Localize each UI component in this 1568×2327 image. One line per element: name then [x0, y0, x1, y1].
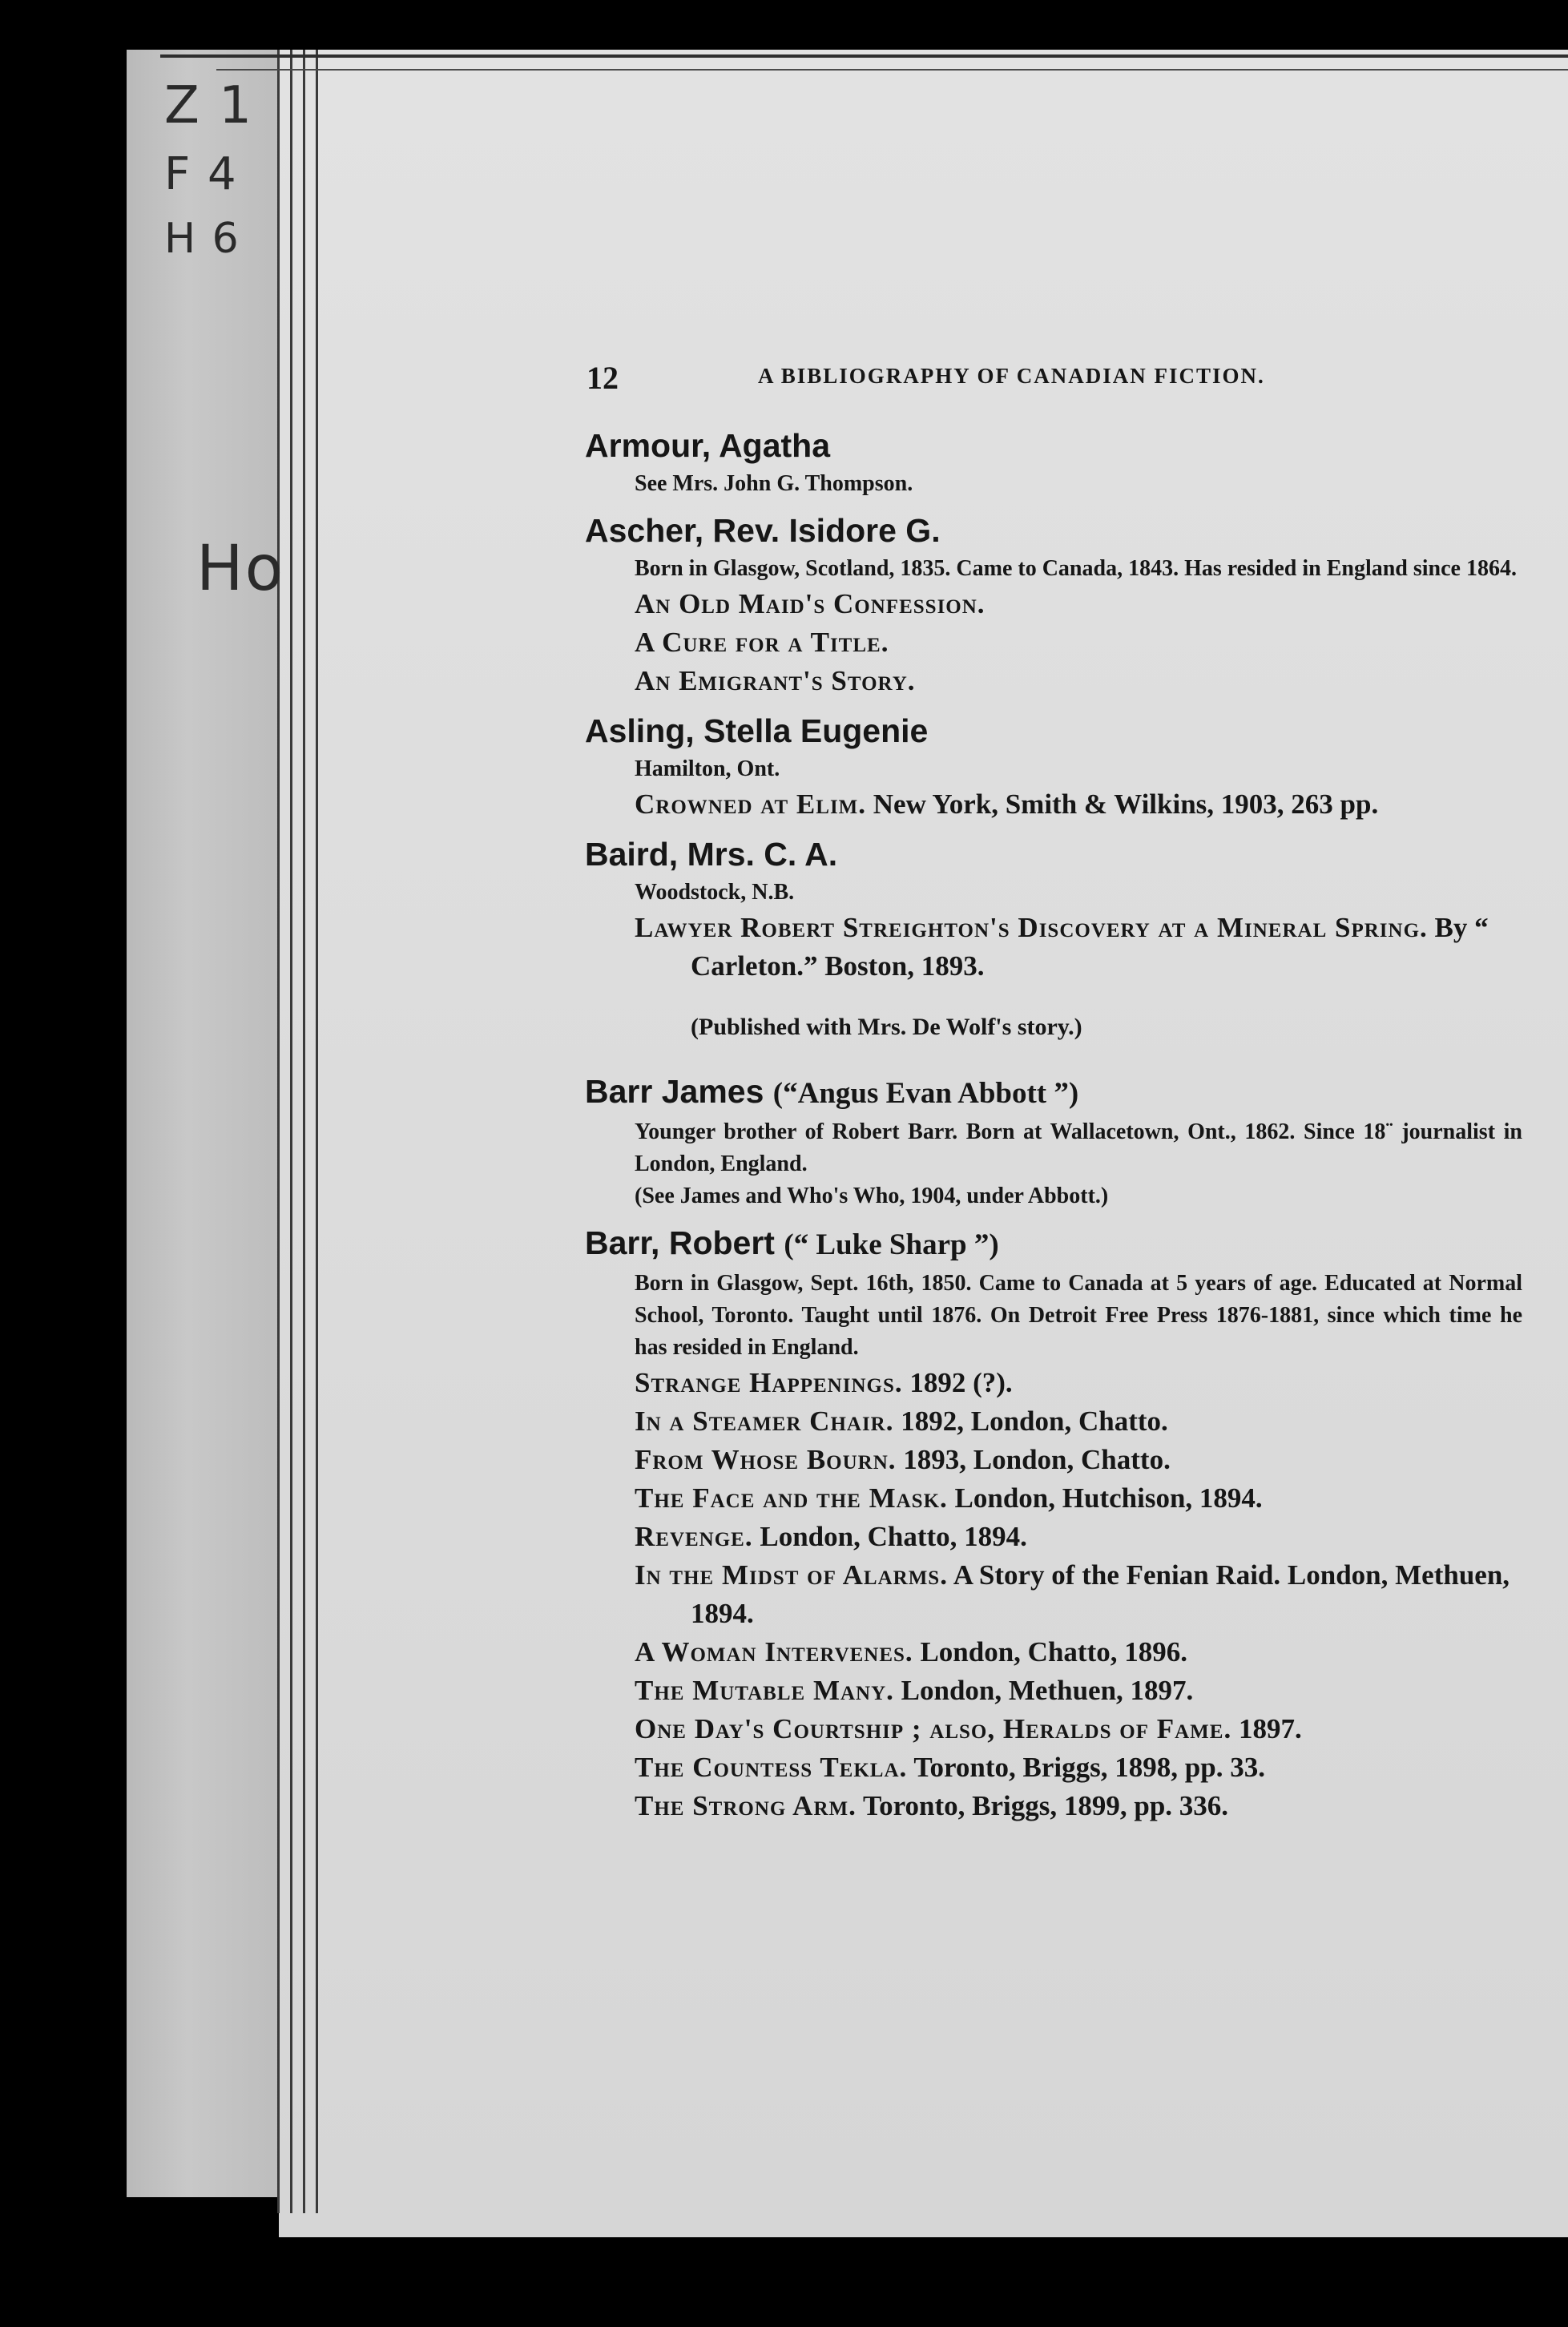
work-entry	[635, 1672, 1522, 1710]
margin-note: Z 1	[164, 76, 253, 135]
author-name: Baird, Mrs. C. A.	[585, 836, 838, 873]
page-edge-line	[316, 50, 318, 2213]
work-entry	[635, 1556, 1522, 1633]
biographical-note: (See James and Who's Who, 1904, under Abbott.)	[635, 1184, 1109, 1208]
author-heading	[585, 1220, 1522, 1268]
work-title: One Day's Courtship ; also, Heralds of Fame.	[635, 1713, 1232, 1744]
work-title: The Mutable Many.	[635, 1675, 894, 1706]
biographical-note: Born in Glasgow, Scotland, 1835. Came to Canada, 1843. Has resided in England since 1864.	[635, 556, 1517, 581]
bibliography-entry	[585, 1220, 1522, 1825]
work-entry	[635, 623, 1522, 662]
page-edge-line	[277, 50, 280, 2213]
biographical-note: Hamilton, Ont.	[635, 756, 780, 781]
work-title: The Countess Tekla.	[635, 1752, 908, 1783]
author-pseudonym: (“Angus Evan Abbott ”)	[772, 1077, 1079, 1110]
margin-note: F 4	[164, 148, 238, 200]
bibliography-entry	[585, 508, 1522, 700]
work-entry	[635, 1441, 1522, 1479]
work-details: 1897.	[1238, 1713, 1302, 1744]
work-title: An Emigrant's Story.	[635, 665, 916, 696]
bibliography-entry	[585, 708, 1522, 824]
author-name: Armour, Agatha	[585, 427, 831, 464]
work-details: By “ Carleton.” Boston, 1893.	[691, 912, 1489, 982]
work-entry	[635, 585, 1522, 623]
author-heading	[585, 508, 1522, 553]
work-details: 1893, London, Chatto.	[903, 1444, 1171, 1475]
work-entry	[635, 1479, 1522, 1518]
author-heading	[585, 423, 1522, 468]
bibliography-entries	[585, 423, 1522, 1833]
author-name: Barr, Robert	[585, 1224, 775, 1261]
top-frame-line	[216, 69, 1568, 71]
work-details: 1892 (?).	[909, 1367, 1013, 1398]
work-title: A Cure for a Title.	[635, 627, 889, 658]
work-entry	[635, 1402, 1522, 1441]
work-entry	[635, 662, 1522, 700]
mounting-board	[127, 50, 279, 2197]
author-name: Asling, Stella Eugenie	[585, 712, 929, 749]
running-title: A BIBLIOGRAPHY OF CANADIAN FICTION.	[758, 364, 1265, 388]
work-title: Revenge.	[635, 1521, 753, 1552]
biographical-note: Younger brother of Robert Barr. Born at Wallacetown, Ont., 1862. Since 18¨ journalist in London, England.	[635, 1119, 1522, 1176]
work-entry	[635, 1787, 1522, 1825]
bibliography-entry	[585, 1069, 1522, 1212]
author-heading	[585, 832, 1522, 877]
author-pseudonym: (“ Luke Sharp ”)	[784, 1228, 999, 1261]
work-entry	[635, 909, 1522, 986]
top-frame-line	[160, 54, 1568, 58]
biographical-note: Woodstock, N.B.	[635, 880, 795, 905]
work-entry	[635, 1710, 1522, 1748]
work-title: In a Steamer Chair.	[635, 1405, 894, 1437]
work-entry	[635, 1364, 1522, 1402]
work-details: London, Methuen, 1897.	[901, 1675, 1194, 1706]
work-title: In the Midst of Alarms.	[635, 1559, 948, 1591]
work-title: Crowned at Elim.	[635, 788, 867, 820]
work-title: Strange Happenings.	[635, 1367, 903, 1398]
bibliography-entry	[585, 423, 1522, 500]
work-title: The Face and the Mask.	[635, 1482, 948, 1514]
work-entry	[635, 785, 1522, 824]
work-details: 1892, London, Chatto.	[901, 1405, 1168, 1437]
work-title: From Whose Bourn.	[635, 1444, 897, 1475]
margin-note: H 6	[164, 215, 240, 263]
work-details: London, Chatto, 1896.	[920, 1636, 1187, 1668]
bibliography-entry	[585, 832, 1522, 1045]
work-details: Toronto, Briggs, 1899, pp. 336.	[862, 1790, 1229, 1821]
author-name: Barr James	[585, 1073, 764, 1110]
margin-note: Ho	[196, 533, 285, 605]
work-title: A Woman Intervenes.	[635, 1636, 913, 1668]
work-details: New York, Smith & Wilkins, 1903, 263 pp.	[873, 788, 1379, 820]
work-details: A Story of the Fenian Raid. London, Methuen, 1894.	[691, 1559, 1510, 1629]
work-entry	[635, 1633, 1522, 1672]
work-title: An Old Maid's Confession.	[635, 588, 986, 619]
work-entry	[635, 1748, 1522, 1787]
page-number: 12	[586, 360, 619, 396]
work-title: Lawyer Robert Streighton's Discovery at a Mineral Spring.	[635, 912, 1428, 943]
author-heading	[585, 1069, 1522, 1116]
author-heading	[585, 708, 1522, 753]
work-title: The Strong Arm.	[635, 1790, 857, 1821]
work-entry	[635, 1518, 1522, 1556]
work-details: London, Hutchison, 1894.	[954, 1482, 1263, 1514]
page-edge-line	[303, 50, 305, 2213]
work-details: Toronto, Briggs, 1898, pp. 33.	[913, 1752, 1265, 1783]
work-note: (Published with Mrs. De Wolf's story.)	[691, 1014, 1082, 1040]
biographical-note: See Mrs. John G. Thompson.	[635, 471, 913, 496]
page-edge-line	[290, 50, 292, 2213]
author-name: Ascher, Rev. Isidore G.	[585, 512, 941, 549]
work-details: London, Chatto, 1894.	[760, 1521, 1027, 1552]
biographical-note: Born in Glasgow, Sept. 16th, 1850. Came to Canada at 5 years of age. Educated at Normal School, Toronto. Taught until 1876. On Detroit Free Press 1876-1881, since which time he has resided in England.	[635, 1271, 1522, 1360]
